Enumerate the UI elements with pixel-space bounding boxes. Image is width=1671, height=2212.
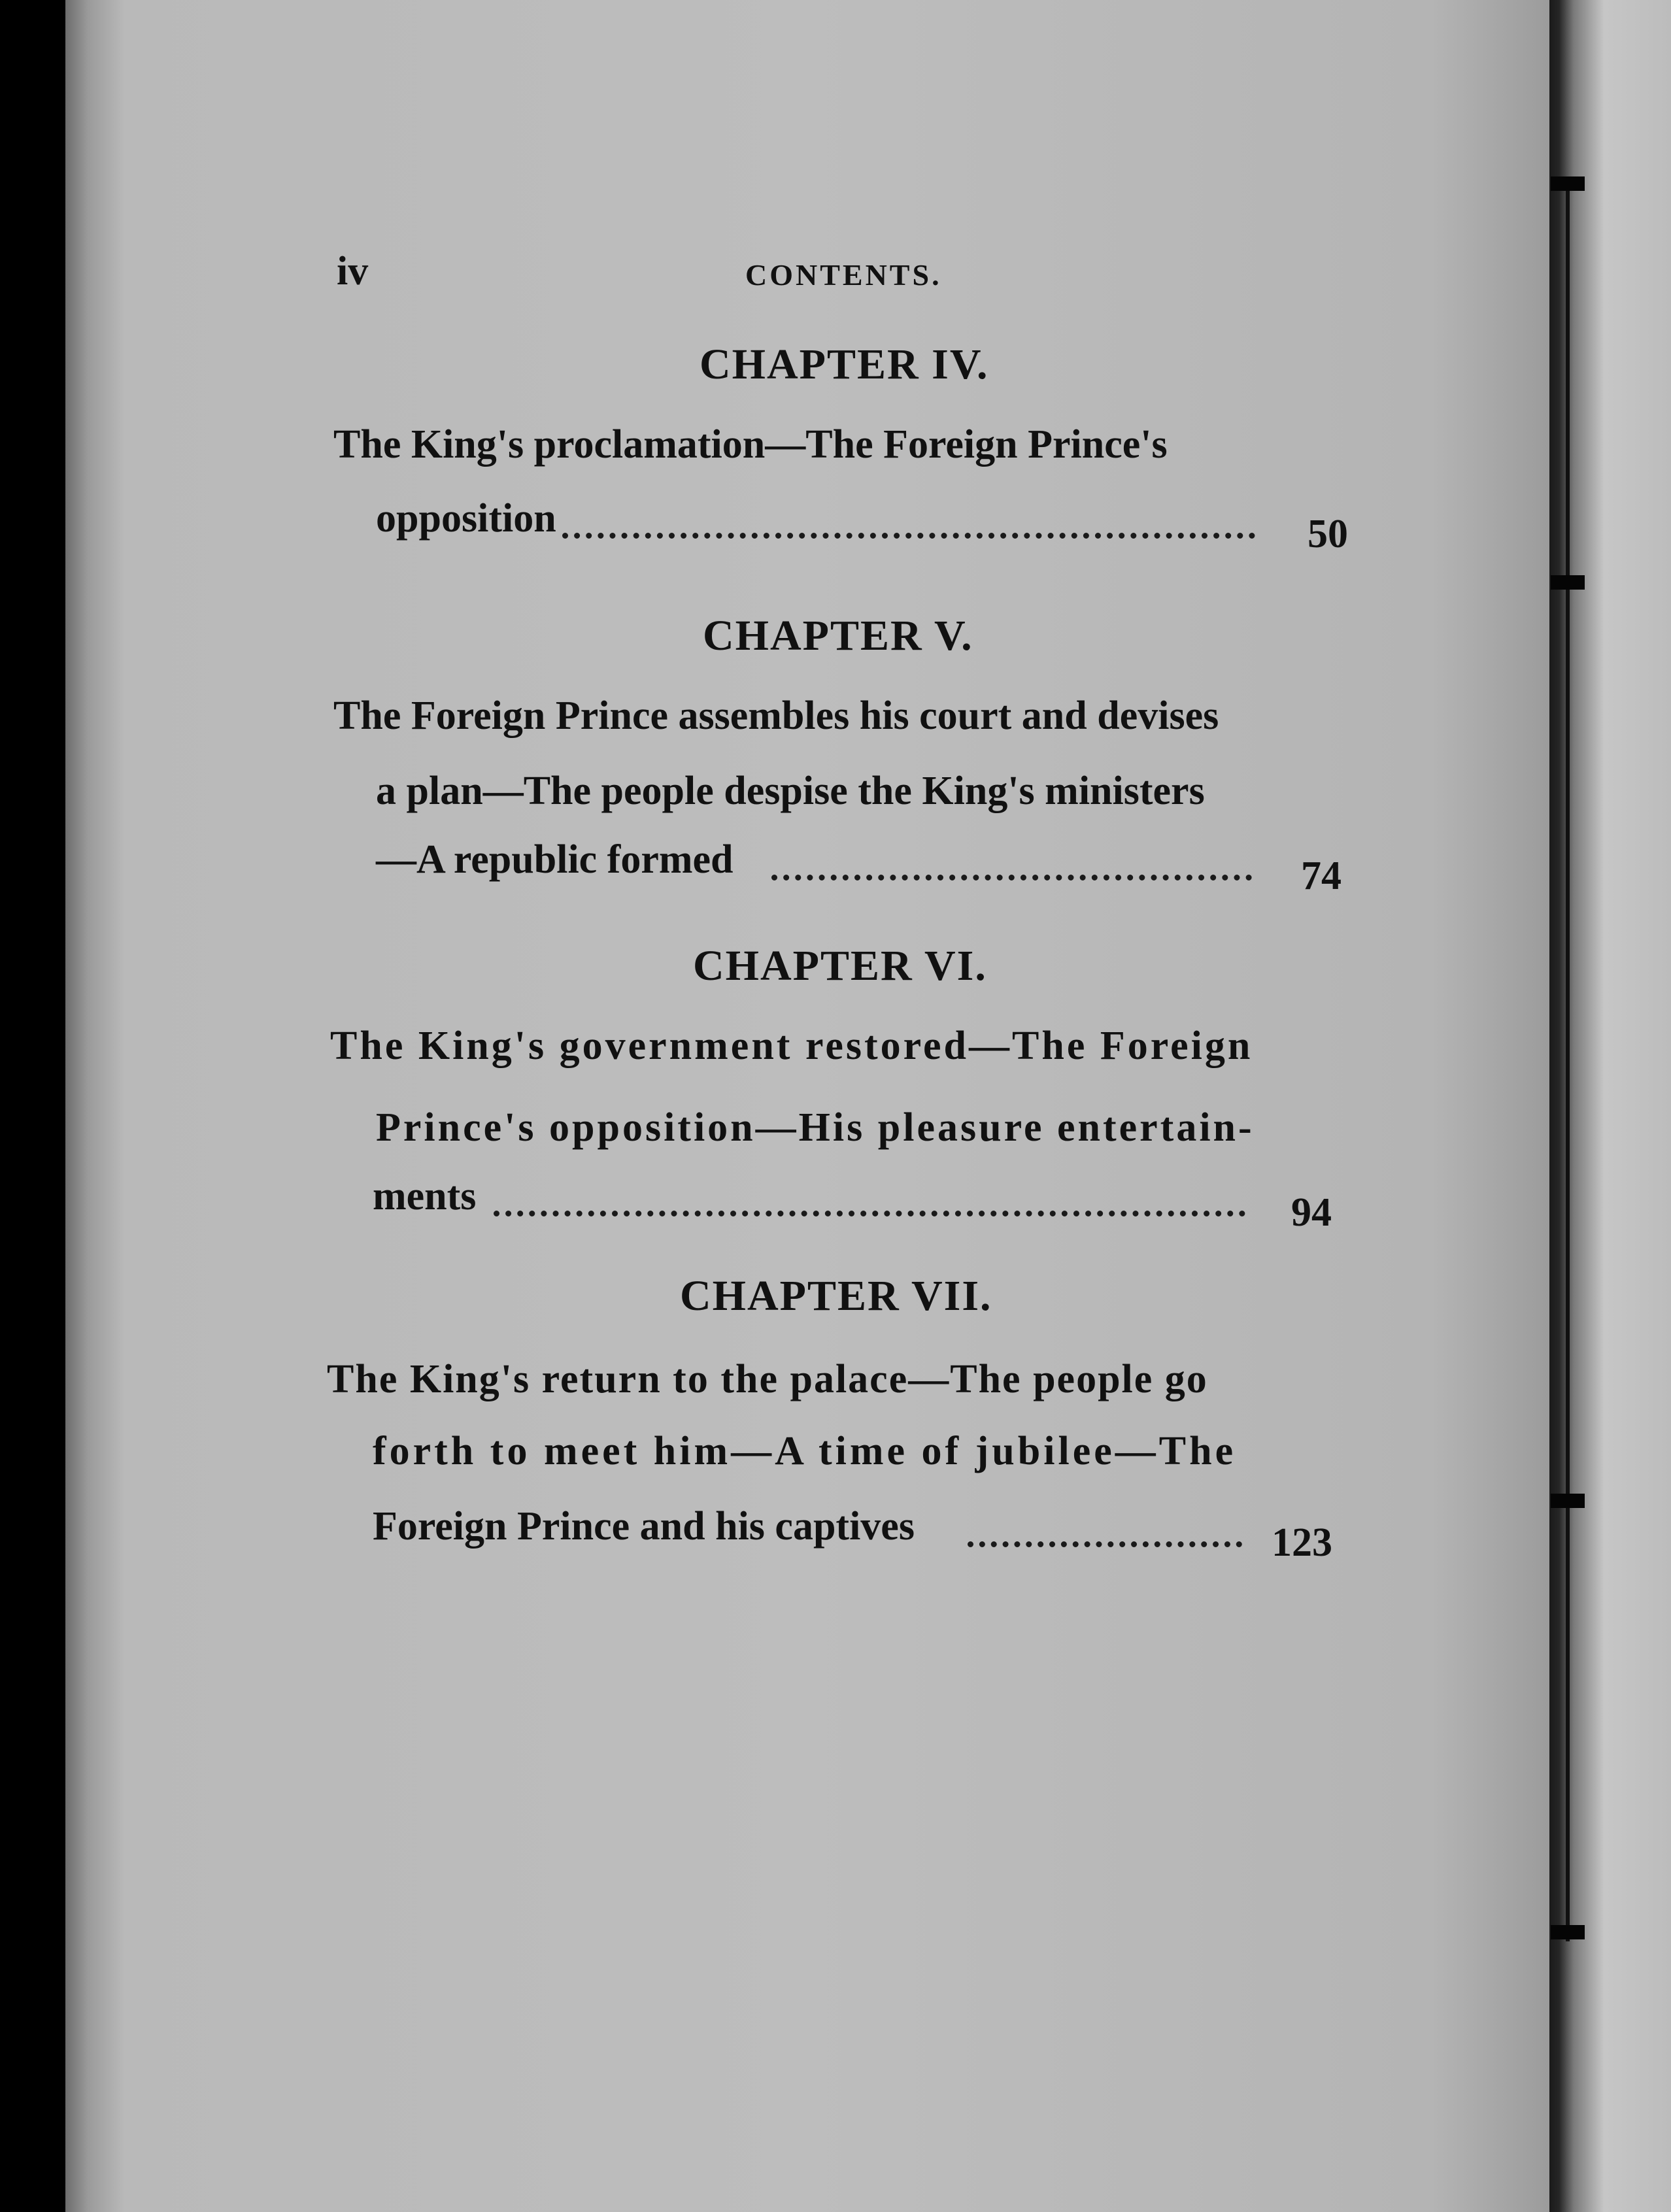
spine-binding-line <box>1566 176 1570 1941</box>
page-number: iv <box>337 249 369 293</box>
entry-text-line: The King's return to the palace—The people go <box>327 1357 1208 1401</box>
chapter-heading: CHAPTER VII. <box>680 1272 992 1320</box>
entry-text-line: opposition <box>376 496 556 541</box>
entry-text-line: —A republic formed <box>376 837 734 882</box>
leader-dots <box>562 533 1255 539</box>
entry-text-line: Prince's opposition—His pleasure entertain- <box>376 1105 1255 1150</box>
binding-mark <box>1551 1494 1585 1508</box>
entry-text-line: The King's government restored—The Foreign <box>330 1024 1253 1068</box>
leader-dots <box>494 1211 1245 1216</box>
binding-mark <box>1551 575 1585 590</box>
running-head <box>0 248 1671 314</box>
page-reference: 94 <box>1291 1190 1332 1235</box>
leader-dots <box>968 1541 1242 1547</box>
entry-text-line: Foreign Prince and his captives <box>373 1504 915 1549</box>
chapter-heading: CHAPTER V. <box>703 612 973 660</box>
entry-text-line: The King's proclamation—The Foreign Prince's <box>333 422 1168 467</box>
entry-text-line: ments <box>373 1174 477 1218</box>
page-reference: 50 <box>1308 512 1348 556</box>
entry-text-line: a plan—The people despise the King's ministers <box>376 769 1205 813</box>
chapter-heading: CHAPTER VI. <box>693 942 987 990</box>
chapter-heading: CHAPTER IV. <box>700 341 989 388</box>
binding-mark <box>1551 176 1585 191</box>
running-head-title: CONTENTS. <box>745 258 942 292</box>
binding-mark <box>1551 1925 1585 1939</box>
page-reference: 74 <box>1301 854 1342 898</box>
leader-dots <box>771 875 1252 880</box>
page-reference: 123 <box>1272 1520 1332 1565</box>
entry-text-line: The Foreign Prince assembles his court and devises <box>333 694 1219 738</box>
entry-text-line: forth to meet him—A time of jubilee—The <box>373 1429 1237 1473</box>
